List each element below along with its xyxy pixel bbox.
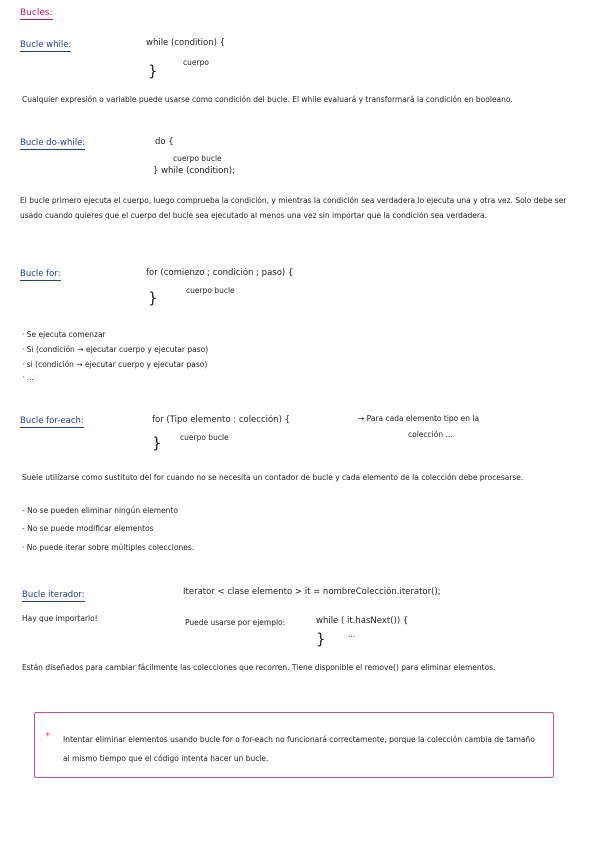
do-while-body: cuerpo bucle bbox=[173, 154, 222, 163]
iterator-usage-code: while ( it.hasNext()) { bbox=[316, 616, 409, 626]
do-while-code-do: do { bbox=[155, 137, 174, 147]
iterator-description: Están diseñados para cambiar fácilmente las colecciones que recorren. Tiene disponible el remove() para eliminar elementos. bbox=[22, 663, 496, 672]
for-each-note-line1: → Para cada elemento tipo en la bbox=[358, 414, 480, 423]
for-each-point: - No se pueden eliminar ningún elemento bbox=[22, 506, 178, 515]
for-each-close-brace: } bbox=[152, 434, 162, 452]
iterator-ellipsis: ... bbox=[348, 630, 356, 639]
do-while-code-end: } while (condition); bbox=[153, 166, 235, 176]
for-each-code-line: for (Tipo elemento : colección) { bbox=[152, 415, 291, 425]
for-close-brace: } bbox=[148, 289, 158, 307]
star-icon: * bbox=[45, 731, 50, 742]
iterator-usage-label: Puede usarse por ejemplo: bbox=[185, 618, 286, 627]
do-while-description: El bucle primero ejecuta el cuerpo, luego comprueba la condición, y mientras la condición sea verdadera lo ejecuta una y otra vez. Solo debe ser usado cuando quieres que el cuerpo del bucle sea ejecutado al menos una vez sin importar que la condición sea verdadera. bbox=[20, 196, 567, 220]
for-step: · Se ejecuta comenzar bbox=[22, 330, 106, 339]
for-each-point: · No puede iterar sobre múltiples colecciones. bbox=[22, 543, 195, 552]
while-heading: Bucle while: bbox=[20, 40, 72, 50]
iterator-code-line: Iterator < clase elemento > it = nombreColección.iterator(); bbox=[183, 587, 441, 597]
while-body: cuerpo bbox=[183, 58, 209, 67]
while-code-line: while (condition) { bbox=[146, 38, 226, 48]
warning-note-text: Intentar eliminar elementos usando bucle for o for-each no funcionará correctamente, porque la colección cambia de tamaño al mismo tiempo que el código intenta hacer un bucle. bbox=[63, 735, 535, 763]
page-title: Bucles: bbox=[20, 8, 53, 18]
for-each-point: - No se puede modificar elementos bbox=[22, 524, 154, 533]
while-description: Cualquier expresión o variable puede usarse como condición del bucle. El while evaluará y transformará la condición en booleano. bbox=[22, 95, 513, 104]
iterator-side-note: Hay que importarlo! bbox=[22, 614, 98, 623]
for-step: · ... bbox=[22, 373, 34, 382]
for-step: · si (condición → ejecutar cuerpo y ejecutar paso) bbox=[22, 360, 208, 369]
for-each-body: cuerpo bucle bbox=[180, 433, 229, 442]
for-each-note-line2: colección ... bbox=[408, 430, 453, 439]
for-body: cuerpo bucle bbox=[186, 286, 235, 295]
do-while-heading: Bucle do-while: bbox=[20, 138, 86, 148]
iterator-heading: Bucle iterador: bbox=[22, 590, 85, 600]
for-code-line: for (comienzo ; condición ; paso) { bbox=[146, 268, 294, 278]
iterator-close-brace: } bbox=[316, 630, 326, 648]
for-each-heading: Bucle for-each: bbox=[20, 416, 84, 426]
for-each-description: Suele utilizarse como sustituto del for cuando no se necesita un contador de bucle y cada elemento de la colección debe procesarse. bbox=[22, 473, 524, 482]
for-heading: Bucle for: bbox=[20, 269, 61, 279]
while-close-brace: } bbox=[148, 62, 158, 80]
warning-note-box bbox=[34, 712, 554, 778]
for-step: · Si (condición → ejecutar cuerpo y ejecutar paso) bbox=[22, 345, 209, 354]
